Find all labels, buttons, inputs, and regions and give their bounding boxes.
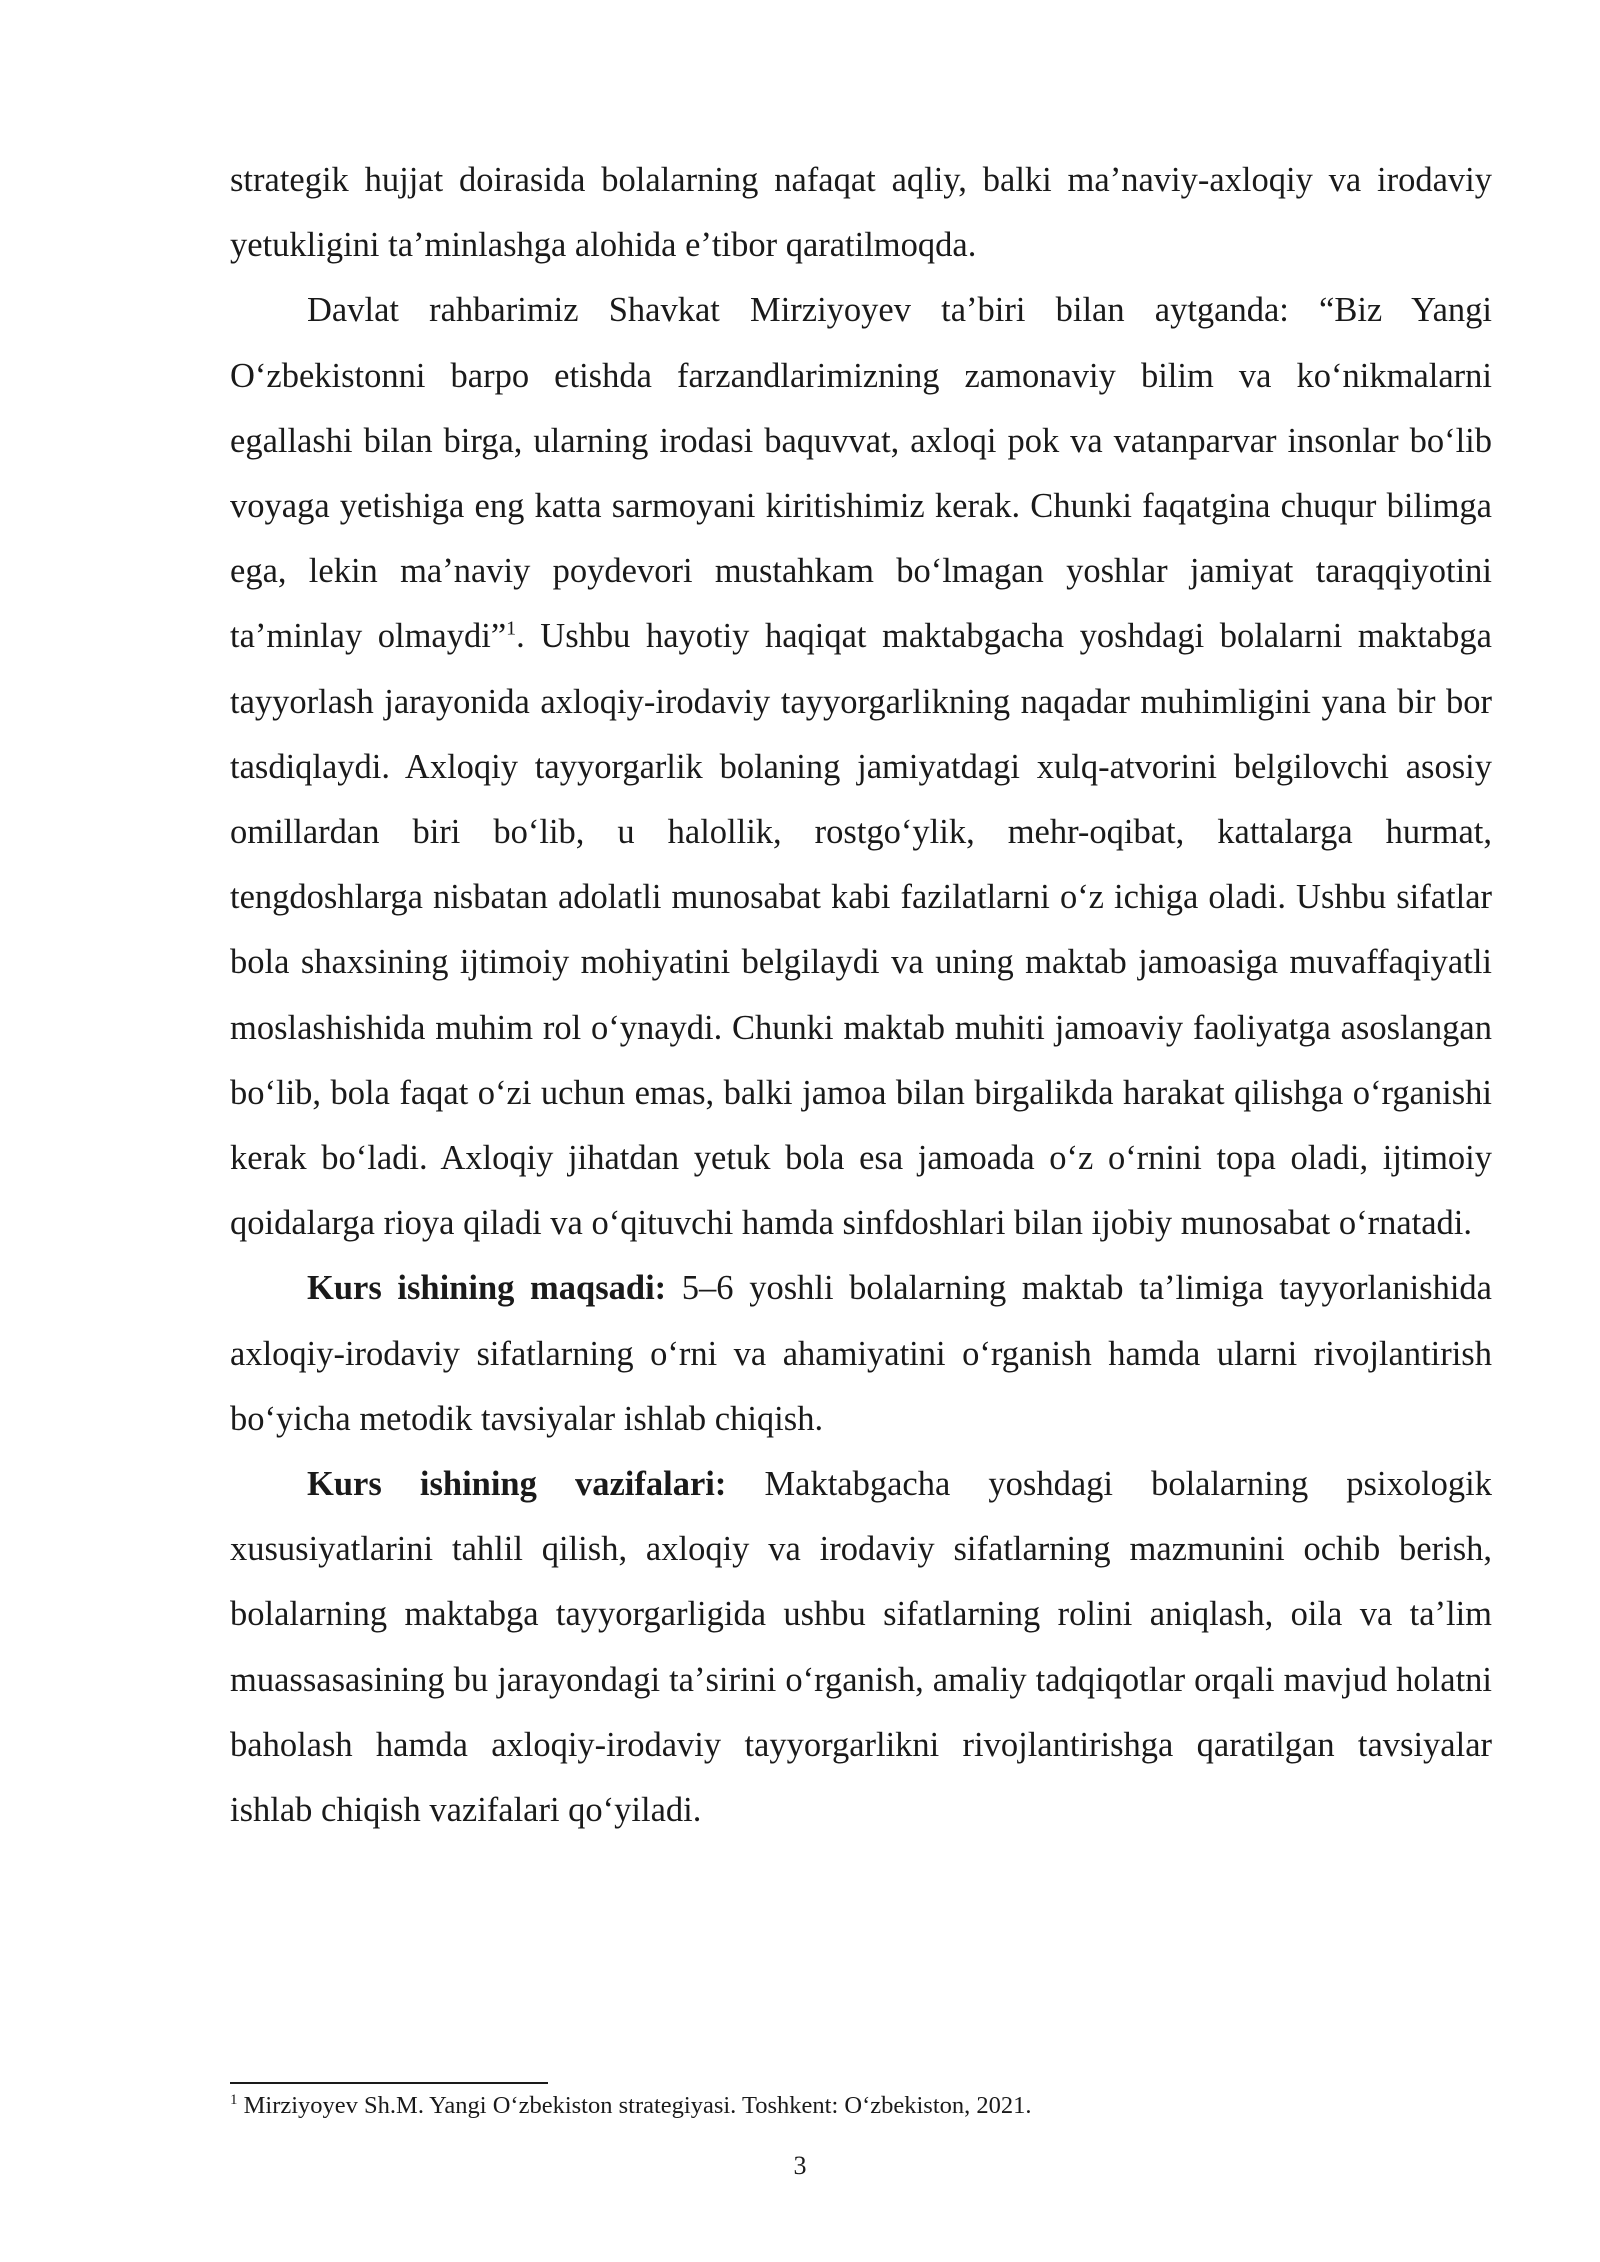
paragraph-tasks (230, 1452, 1492, 1843)
paragraph-2-text-after-ref: . Ushbu hayotiy haqiqat maktabgacha yoshdagi bolalarni maktabga tayyorlash jarayonida axloqiy-irodaviy tayyorgarlikning naqadar muhimligini yana bir bor tasdiqlaydi. Axloqiy tayyorgarlik bolaning jamiyatdagi xulq-atvorini belgilovchi asosiy omillardan biri boʻlib, u halollik, rostgoʻylik, mehr-oqibat, kattalarga hurmat, tengdoshlarga nisbatan adolatli munosabat kabi fazilatlarni oʻz ichiga oladi. Ushbu sifatlar bola shaxsining ijtimoiy mohiyatini belgilaydi va uning maktab jamoasiga muvaffaqiyatli moslashishida muhim rol oʻynaydi. Chunki maktab muhiti jamoaviy faoliyatga asoslangan boʻlib, bola faqat oʻzi uchun emas, balki jamoa bilan birgalikda harakat qilishga oʻrganishi kerak boʻladi. Axloqiy jihatdan yetuk bola esa jamoada oʻz oʻrnini topa oladi, ijtimoiy qoidalarga rioya qiladi va oʻqituvchi hamda sinfdoshlari bilan ijobiy munosabat oʻrnatadi. (230, 617, 1492, 1243)
goal-text: 5–6 yoshli bolalarning maktab taʼlimiga tayyorlanishida axloqiy-irodaviy sifatlarning oʻrni va ahamiyatini oʻrganish hamda ularni rivojlantirish boʻyicha metodik tavsiyalar ishlab chiqish. (230, 1269, 1492, 1438)
footnote-text: Mirziyoyev Sh.M. Yangi Oʻzbekiston strategiyasi. Toshkent: Oʻzbekiston, 2021. (237, 2092, 1032, 2119)
paragraph-1 (230, 148, 1492, 278)
paragraph-goal (230, 1256, 1492, 1452)
tasks-heading: Kurs ishining vazifalari: (307, 1465, 727, 1504)
footnote (230, 2090, 1492, 2122)
page-number: 3 (793, 2151, 807, 2180)
body-text (230, 148, 1492, 1843)
footnote-reference[interactable]: 1 (506, 617, 517, 640)
tasks-text: Maktabgacha yoshdagi bolalarning psixologik xususiyatlarini tahlil qilish, axloqiy va irodaviy sifatlarning mazmunini ochib berish, bolalarning maktabga tayyorgarligida ushbu sifatlarning rolini aniqlash, oila va taʼlim muassasasining bu jarayondagi taʼsirini oʻrganish, amaliy tadqiqotlar orqali mavjud holatni baholash hamda axloqiy-irodaviy tayyorgarlikni rivojlantirishga qaratilgan tavsiyalar ishlab chiqish vazifalari qoʻyiladi. (230, 1465, 1492, 1830)
footnote-separator (230, 2082, 548, 2084)
goal-heading: Kurs ishining maqsadi: (307, 1269, 667, 1308)
footnote-marker: 1 (230, 2091, 238, 2108)
paragraph-2 (230, 278, 1492, 1256)
paragraph-1-text: strategik hujjat doirasida bolalarning nafaqat aqliy, balki maʼnaviy-axloqiy va irodaviy yetukligini taʼminlashga alohida eʼtibor qaratilmoqda. (230, 161, 1492, 265)
paragraph-2-text-before-ref: Davlat rahbarimiz Shavkat Mirziyoyev taʼbiri bilan aytganda: “Biz Yangi Oʻzbekistonni barpo etishda farzandlarimizning zamonaviy bilim va koʻnikmalarni egallashi bilan birga, ularning irodasi baquvvat, axloqi pok va vatanparvar insonlar boʻlib voyaga yetishiga eng katta sarmoyani kiritishimiz kerak. Chunki faqatgina chuqur bilimga ega, lekin maʼnaviy poydevori mustahkam boʻlmagan yoshlar jamiyat taraqqiyotini taʼminlay olmaydi” (230, 291, 1492, 656)
